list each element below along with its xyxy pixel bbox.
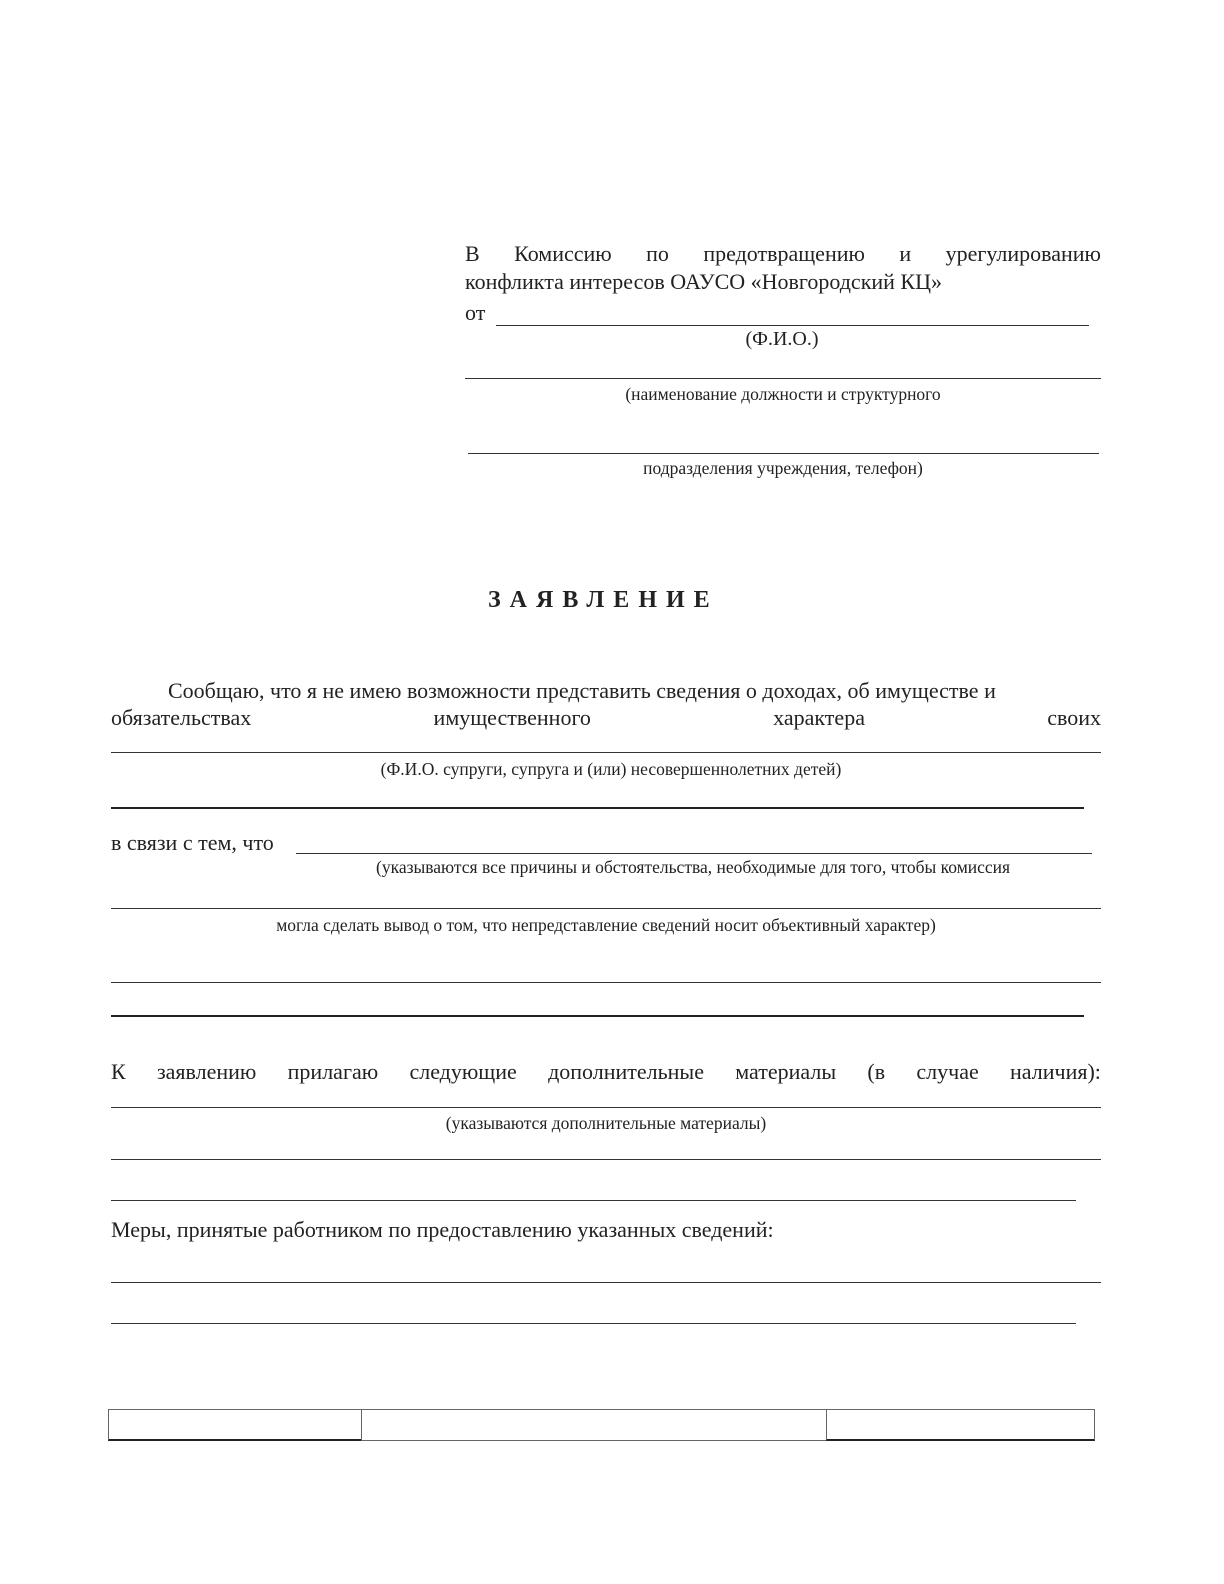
statement-paragraph-line-1: Сообщаю, что я не имею возможности представить сведения о доходах, об имуществе и <box>168 678 996 703</box>
position-caption: (наименование должности и структурного <box>625 384 941 404</box>
attachments-word: материалы <box>735 1059 837 1084</box>
relatives-caption: (Ф.И.О. супруги, супруга и (или) несовершеннолетних детей) <box>380 759 842 779</box>
attachments-word: дополнительные <box>548 1059 704 1084</box>
relatives-blank-2 <box>111 807 1084 809</box>
attachments-caption: (указываются дополнительные материалы) <box>445 1113 767 1133</box>
addressee-word: по <box>646 241 669 266</box>
statement-word: имущественного <box>433 705 591 730</box>
attachments-word: заявлению <box>156 1059 257 1084</box>
reason-blank <box>296 853 1092 854</box>
measures-blank-2 <box>111 1323 1076 1324</box>
addressee-word: предотвращению <box>703 241 865 266</box>
reason-blank-4 <box>111 1015 1084 1017</box>
signature-cell <box>361 1409 827 1441</box>
addressee-word: и <box>899 241 912 266</box>
fio-caption: (Ф.И.О.) <box>745 328 819 350</box>
position-blank <box>465 378 1101 379</box>
statement-word: характера <box>773 705 865 730</box>
from-label: от <box>465 300 486 325</box>
measures-label: Меры, принятые работником по предоставлению указанных сведений: <box>111 1217 774 1242</box>
attachments-word: следующие <box>409 1059 517 1084</box>
addressee-line-2: конфликта интересов ОАУСО «Новгородский КЦ» <box>465 269 942 294</box>
attachments-blank <box>111 1107 1101 1108</box>
attachments-word: наличия): <box>1010 1059 1101 1084</box>
department-blank <box>468 453 1099 454</box>
reason-caption-1: (указываются все причины и обстоятельства, необходимые для того, чтобы комиссия <box>376 857 1011 877</box>
attachments-word: прилагаю <box>287 1059 379 1084</box>
measures-blank <box>111 1282 1101 1283</box>
attachments-blank-3 <box>111 1200 1076 1201</box>
attachments-label <box>111 1058 1101 1086</box>
addressee-line-1 <box>465 240 1101 268</box>
fio-blank <box>496 325 1089 326</box>
relatives-blank <box>111 752 1101 753</box>
reason-caption-2: могла сделать вывод о том, что непредставление сведений носит объективный характер) <box>276 915 936 935</box>
attachments-word: К <box>111 1059 126 1084</box>
reason-label: в связи с тем, что <box>111 830 274 855</box>
department-caption: подразделения учреждения, телефон) <box>643 458 923 478</box>
addressee-word: В <box>465 241 480 266</box>
attachments-word: случае <box>916 1059 979 1084</box>
attachments-blank-2 <box>111 1159 1101 1160</box>
attachments-word: (в <box>867 1059 886 1084</box>
reason-blank-3 <box>111 982 1101 983</box>
addressee-word: Комиссию <box>514 241 612 266</box>
statement-word: обязательствах <box>111 705 252 730</box>
addressee-word: урегулированию <box>945 241 1101 266</box>
date-cell <box>108 1409 362 1441</box>
statement-word: своих <box>1047 705 1101 730</box>
name-cell <box>826 1409 1095 1441</box>
signature-table <box>108 1409 1096 1441</box>
statement-paragraph-line-2 <box>111 704 1101 732</box>
document-title: ЗАЯВЛЕНИЕ <box>488 587 719 613</box>
reason-blank-2 <box>111 908 1101 909</box>
